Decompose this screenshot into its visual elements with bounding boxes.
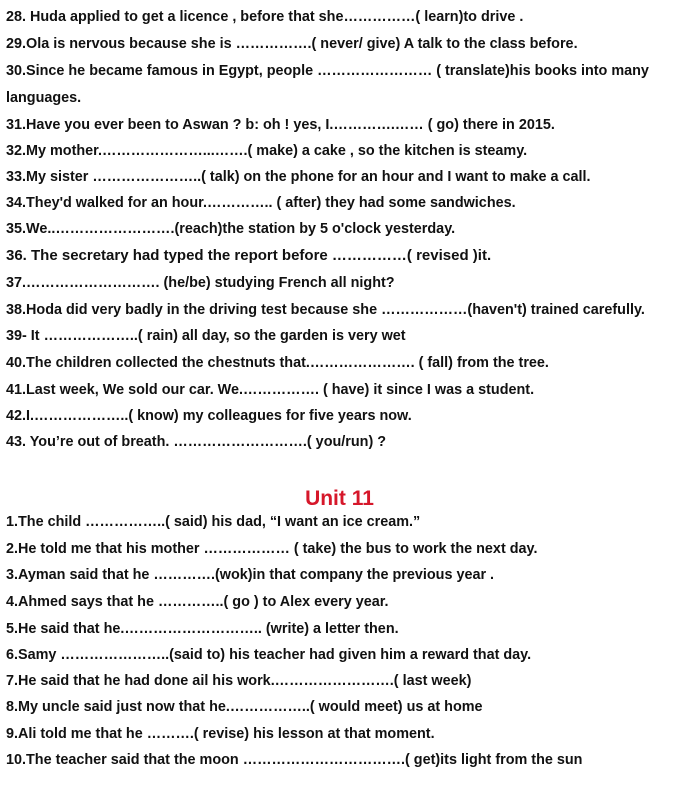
- unit11-question-9: 9.Ali told me that he ……….( revise) his lesson at that moment.: [6, 726, 435, 742]
- question-30-continued: languages.: [6, 90, 82, 106]
- unit11-question-5: 5.He said that he.……………………….. (write) a letter then.: [6, 621, 399, 637]
- question-38: 38.Hoda did very badly in the driving test because she ………………(haven't) trained carefully.: [6, 302, 645, 318]
- question-40: 40.The children collected the chestnuts that.…………………. ( fall) from the tree.: [6, 355, 549, 371]
- unit11-question-10: 10.The teacher said that the moon …………………………….( get)its light from the sun: [6, 752, 583, 768]
- question-33: 33.My sister …………………..( talk) on the phone for an hour and I want to make a call.: [6, 169, 591, 185]
- question-28: 28. Huda applied to get a licence , before that she……………( learn)to drive .: [6, 9, 524, 25]
- question-35: 35.We..…………………….(reach)the station by 5 o'clock yesterday.: [6, 221, 456, 237]
- unit11-question-2: 2.He told me that his mother ……………… ( take) the bus to work the next day.: [6, 541, 538, 557]
- question-31: 31.Have you ever been to Aswan ? b: oh ! yes, I.………….…… ( go) there in 2015.: [6, 117, 555, 133]
- question-39: 39- It ………………..( rain) all day, so the garden is very wet: [6, 328, 406, 344]
- unit11-question-7: 7.He said that he had done ail his work.…………………….( last week): [6, 673, 472, 689]
- question-30: 30.Since he became famous in Egypt, people …………………… ( translate)his books into many: [6, 63, 649, 79]
- unit11-question-6: 6.Samy …………………..(said to) his teacher had given him a reward that day.: [6, 647, 532, 663]
- unit11-question-1: 1.The child ……………..( said) his dad, “I want an ice cream.”: [6, 514, 421, 530]
- question-41: 41.Last week, We sold our car. We.……………. ( have) it since I was a student.: [6, 382, 535, 398]
- question-42: 42.I.………………..( know) my colleagues for five years now.: [6, 408, 412, 424]
- unit11-question-8: 8.My uncle said just now that he.……………..( would meet) us at home: [6, 699, 483, 715]
- question-37: 37.………………………. (he/be) studying French all night?: [6, 275, 395, 291]
- question-29: 29.Ola is nervous because she is …………….( never/ give) A talk to the class before.: [6, 36, 578, 52]
- question-43: 43. You’re out of breath. ……………………….( you/run) ?: [6, 434, 387, 450]
- question-36: 36. The secretary had typed the report before ……………( revised )it.: [6, 247, 492, 264]
- unit-11-heading: Unit 11: [305, 487, 374, 510]
- question-32: 32.My mother.…………………...…….( make) a cake , so the kitchen is steamy.: [6, 143, 528, 159]
- unit11-question-3: 3.Ayman said that he ………….(wok)in that company the previous year .: [6, 567, 495, 583]
- question-34: 34.They'd walked for an hour.………….. ( after) they had some sandwiches.: [6, 195, 516, 211]
- unit11-question-4: 4.Ahmed says that he …………..( go ) to Alex every year.: [6, 594, 389, 610]
